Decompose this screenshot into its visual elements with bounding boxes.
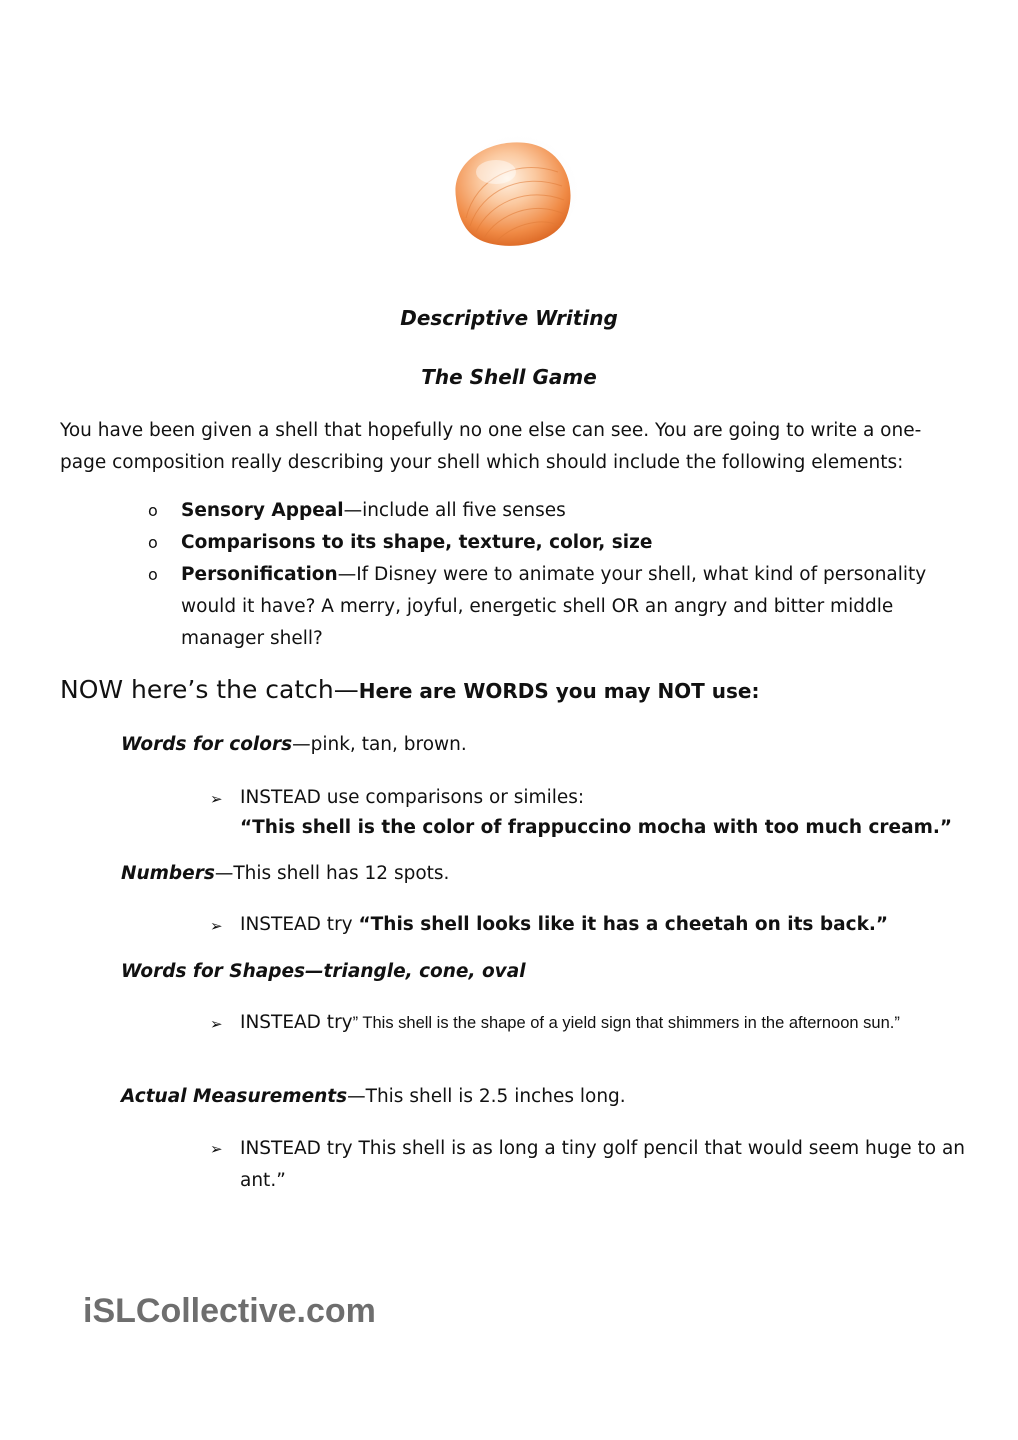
arrow-bullet-icon: ➢ (210, 790, 223, 808)
instead-lead: INSTEAD try (240, 1012, 353, 1033)
list-item (148, 559, 928, 655)
instead-lead: INSTEAD try (240, 914, 359, 935)
bullet-icon: o (148, 533, 158, 552)
arrow-bullet-icon: ➢ (210, 1140, 223, 1158)
instead-lead: INSTEAD try This shell is as long a tiny golf pencil that would seem huge to an ant.” (240, 1138, 966, 1191)
rule-label: Numbers (121, 863, 215, 884)
catch-tail: : (751, 679, 760, 703)
rule-text: —This shell is 2.5 inches long. (347, 1086, 626, 1107)
catch-heading (60, 675, 1000, 704)
bullet-icon: o (148, 501, 158, 520)
catch-lead: NOW here’s the catch— (60, 675, 359, 704)
page-title: Descriptive Writing (400, 306, 618, 330)
instead-measurements (210, 1133, 970, 1197)
instead-lead: INSTEAD use comparisons or similes: (240, 787, 585, 808)
elements-list (148, 495, 928, 655)
intro-paragraph: You have been given a shell that hopefully no one else can see. You are going to write a one-page composition really describing your shell which should include the following elements: (60, 420, 922, 473)
rule-colors (121, 734, 981, 755)
instead-shapes (210, 1008, 970, 1068)
page-subtitle: The Shell Game (421, 365, 597, 389)
catch-bold: Here are WORDS you may NOT use (358, 679, 752, 703)
instead-example: “This shell is the color of frappuccino mocha with too much cream.” (240, 817, 953, 838)
instead-example: “This shell looks like it has a cheetah on its back.” (358, 914, 889, 935)
rule-label: Words for colors (121, 734, 293, 755)
list-item (148, 495, 928, 527)
instead-example: ” This shell is the shape of a yield sign that shimmers in the afternoon sun.” (352, 1014, 900, 1032)
rule-numbers (121, 863, 981, 884)
element-label: Comparisons to its shape, texture, color, size (181, 532, 653, 553)
element-text: —include all five senses (343, 500, 566, 521)
rule-shapes (121, 961, 981, 982)
rule-text: —This shell has 12 spots. (214, 863, 450, 884)
arrow-bullet-icon: ➢ (210, 1015, 223, 1033)
rule-label: Actual Measurements (121, 1086, 348, 1107)
seashell-image (436, 128, 586, 258)
element-text: —If Disney were to animate your shell, what kind of personality would it have? A merry, joyful, energetic shell OR an angry and bitter middle manager shell? (181, 564, 927, 649)
rule-label: Words for Shapes—triangle, cone, oval (121, 961, 526, 982)
bullet-icon: o (148, 565, 158, 584)
rule-measurements (121, 1086, 981, 1107)
rule-text: —pink, tan, brown. (292, 734, 467, 755)
watermark: iSLCollective.com (83, 1292, 376, 1330)
instead-numbers (210, 910, 970, 942)
element-label: Personification (181, 564, 338, 585)
instead-colors (210, 783, 970, 847)
arrow-bullet-icon: ➢ (210, 917, 223, 935)
list-item (148, 527, 928, 559)
element-label: Sensory Appeal (181, 500, 344, 521)
